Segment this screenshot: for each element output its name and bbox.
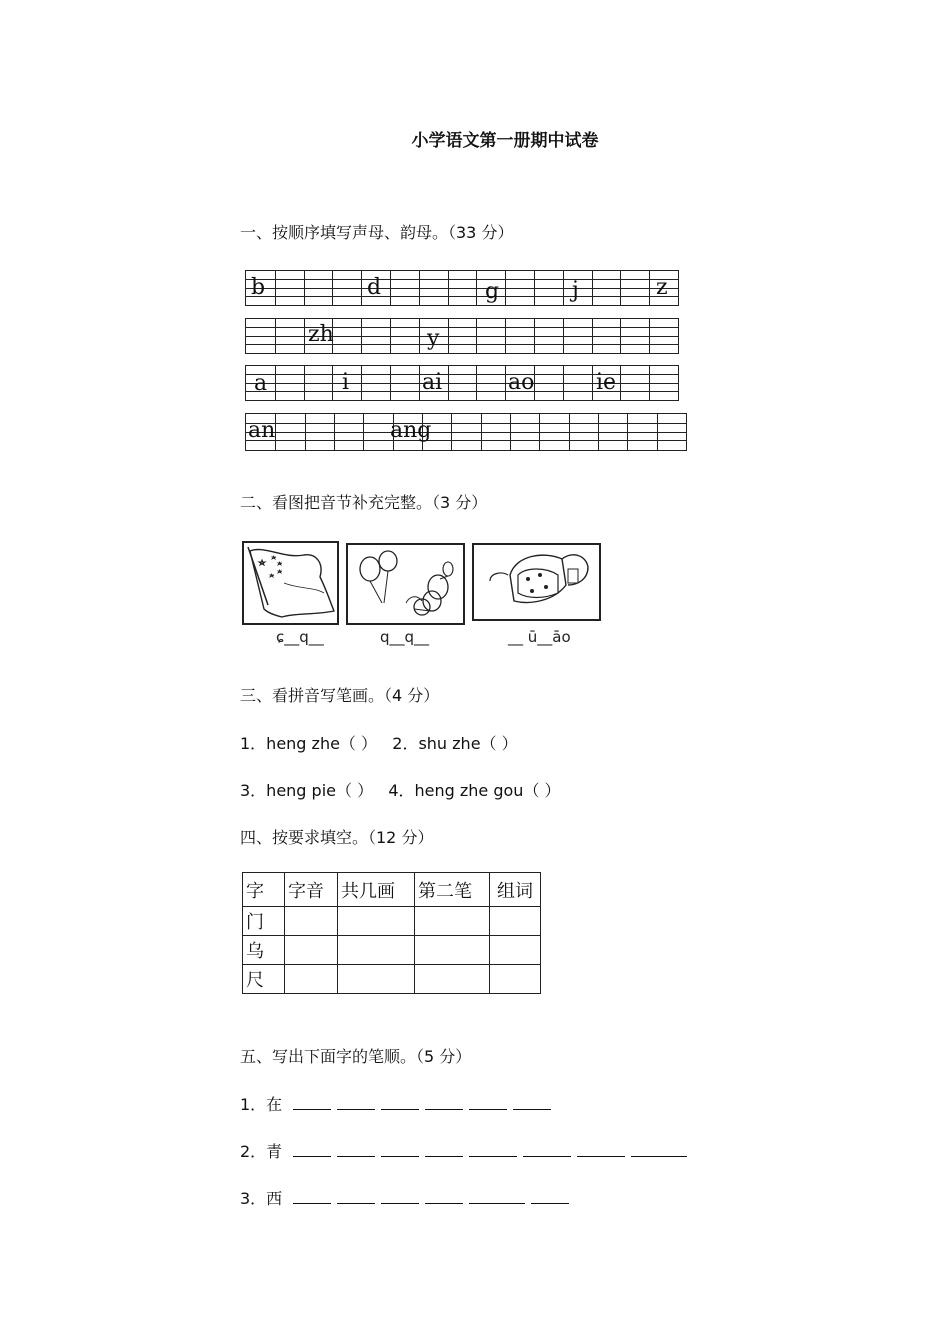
section-1-heading: 一、按顺序填写声母、韵母。（33 分） (240, 223, 514, 242)
answer-blank[interactable] (469, 1189, 525, 1204)
table-cell[interactable] (415, 965, 490, 994)
pinyin-letter: g (485, 279, 500, 304)
stroke-order-item: 1．在 (240, 1095, 283, 1114)
pinyin-letter: an (248, 418, 276, 443)
answer-blank[interactable] (337, 1095, 375, 1110)
stroke-order-item: 2．青 (240, 1142, 283, 1161)
grid-divider (390, 366, 391, 400)
grid-divider (419, 271, 420, 305)
table-char: 尺 (243, 965, 285, 994)
grid-divider (620, 366, 621, 400)
table-header: 组词 (490, 873, 541, 907)
pinyin-letter: ai (422, 370, 443, 395)
section-5-heading: 五、写出下面字的笔顺。（5 分） (240, 1047, 472, 1066)
answer-blank[interactable] (631, 1142, 687, 1157)
grid-divider (448, 271, 449, 305)
table-char: 门 (243, 907, 285, 936)
pinyin-letter: y (427, 326, 440, 351)
grid-divider (332, 366, 333, 400)
grid-divider (539, 414, 540, 450)
pinyin-letter: i (342, 370, 350, 395)
pinyin-letter: zh (308, 322, 334, 347)
answer-blank[interactable] (577, 1142, 625, 1157)
grid-divider (592, 366, 593, 400)
stroke-order-item: 3．西 (240, 1189, 283, 1208)
answer-blank[interactable] (531, 1189, 569, 1204)
grid-divider (275, 414, 276, 450)
pinyin-letter: a (254, 371, 268, 396)
answer-blank[interactable] (381, 1189, 419, 1204)
stroke-question-line: 1．heng zhe（ ） 2．shu zhe（ ） (240, 734, 518, 753)
grid-divider (332, 271, 333, 305)
grid-divider (275, 271, 276, 305)
pinyin-grid-row-1 (245, 270, 679, 306)
answer-blank[interactable] (381, 1142, 419, 1157)
balloons-picture (346, 543, 465, 625)
answer-blank[interactable] (293, 1095, 331, 1110)
grid-divider (563, 271, 564, 305)
grid-divider (476, 271, 477, 305)
pinyin-letter: b (251, 275, 266, 300)
grid-divider (510, 414, 511, 450)
grid-divider (569, 414, 570, 450)
grid-divider (649, 271, 650, 305)
section-3-heading: 三、看拼音写笔画。（4 分） (240, 686, 440, 705)
table-char: 乌 (243, 936, 285, 965)
grid-divider (592, 271, 593, 305)
grid-divider (476, 366, 477, 400)
grid-divider (563, 366, 564, 400)
stroke-question-line: 3．heng pie（ ） 4．heng zhe gou（ ） (240, 781, 561, 800)
table-header: 字音 (285, 873, 338, 907)
table-header: 第二笔 (415, 873, 490, 907)
schoolbag-syllable: __ ū__āo (508, 628, 571, 646)
pinyin-letter: d (367, 275, 382, 300)
grid-divider (305, 414, 306, 450)
table-row (243, 936, 541, 965)
grid-divider (275, 366, 276, 400)
grid-divider (657, 414, 658, 450)
pinyin-letter: z (656, 275, 668, 300)
pinyin-grid-row-3 (245, 365, 679, 401)
grid-divider (534, 271, 535, 305)
answer-blank[interactable] (293, 1189, 331, 1204)
grid-divider (620, 319, 621, 353)
grid-divider (451, 414, 452, 450)
grid-divider (620, 271, 621, 305)
table-cell[interactable] (338, 907, 415, 936)
fill-in-table (242, 872, 541, 994)
answer-blank[interactable] (469, 1095, 507, 1110)
grid-divider (363, 414, 364, 450)
grid-divider (334, 414, 335, 450)
table-cell[interactable] (285, 936, 338, 965)
pinyin-letter: ao (508, 370, 535, 395)
grid-divider (275, 319, 276, 353)
page-title: 小学语文第一册期中试卷 (411, 131, 599, 151)
grid-divider (627, 414, 628, 450)
answer-blank[interactable] (337, 1142, 375, 1157)
schoolbag-icon (474, 545, 599, 619)
grid-divider (598, 414, 599, 450)
answer-blank[interactable] (523, 1142, 571, 1157)
table-header: 字 (243, 873, 285, 907)
grid-divider (649, 319, 650, 353)
table-row (243, 907, 541, 936)
stroke-order-line-2 (240, 1139, 693, 1162)
grid-divider (304, 271, 305, 305)
stroke-order-line-3 (240, 1186, 575, 1209)
grid-divider (505, 319, 506, 353)
pinyin-grid-row-2 (245, 318, 679, 354)
table-cell[interactable] (285, 907, 338, 936)
section-2-heading: 二、看图把音节补充完整。（3 分） (240, 493, 488, 512)
grid-divider (563, 319, 564, 353)
grid-divider (390, 319, 391, 353)
schoolbag-picture (472, 543, 601, 621)
pinyin-letter: ie (596, 370, 617, 395)
grid-divider (534, 319, 535, 353)
grid-divider (592, 319, 593, 353)
answer-blank[interactable] (469, 1142, 517, 1157)
table-cell[interactable] (490, 936, 541, 965)
grid-divider (361, 271, 362, 305)
grid-divider (476, 319, 477, 353)
flag-syllable: ɕ__q__ (276, 628, 324, 646)
grid-divider (304, 366, 305, 400)
flag-icon (244, 543, 337, 623)
table-cell[interactable] (490, 965, 541, 994)
table-header: 共几画 (338, 873, 415, 907)
answer-blank[interactable] (425, 1142, 463, 1157)
table-row (243, 965, 541, 994)
grid-divider (304, 319, 305, 353)
answer-blank[interactable] (337, 1189, 375, 1204)
table-cell[interactable] (415, 936, 490, 965)
balloon-syllable: q__q__ (380, 628, 430, 646)
table-cell[interactable] (338, 936, 415, 965)
answer-blank[interactable] (425, 1095, 463, 1110)
grid-divider (419, 319, 420, 353)
flag-picture (242, 541, 339, 625)
pinyin-letter: ang (390, 418, 432, 443)
grid-divider (448, 319, 449, 353)
answer-blank[interactable] (293, 1142, 331, 1157)
grid-divider (361, 366, 362, 400)
stroke-order-line-1 (240, 1092, 557, 1115)
grid-divider (361, 319, 362, 353)
pinyin-letter: j (572, 278, 579, 303)
answer-blank[interactable] (513, 1095, 551, 1110)
balloon-icon (348, 545, 463, 623)
grid-divider (505, 271, 506, 305)
table-cell[interactable] (490, 907, 541, 936)
grid-divider (419, 366, 420, 400)
pinyin-grid-row-4 (245, 413, 687, 451)
grid-divider (481, 414, 482, 450)
table-cell[interactable] (285, 965, 338, 994)
section-4-heading: 四、按要求填空。（12 分） (240, 828, 434, 847)
grid-divider (505, 366, 506, 400)
grid-divider (649, 366, 650, 400)
answer-blank[interactable] (381, 1095, 419, 1110)
answer-blank[interactable] (425, 1189, 463, 1204)
grid-divider (390, 271, 391, 305)
table-cell[interactable] (338, 965, 415, 994)
table-cell[interactable] (415, 907, 490, 936)
grid-divider (448, 366, 449, 400)
